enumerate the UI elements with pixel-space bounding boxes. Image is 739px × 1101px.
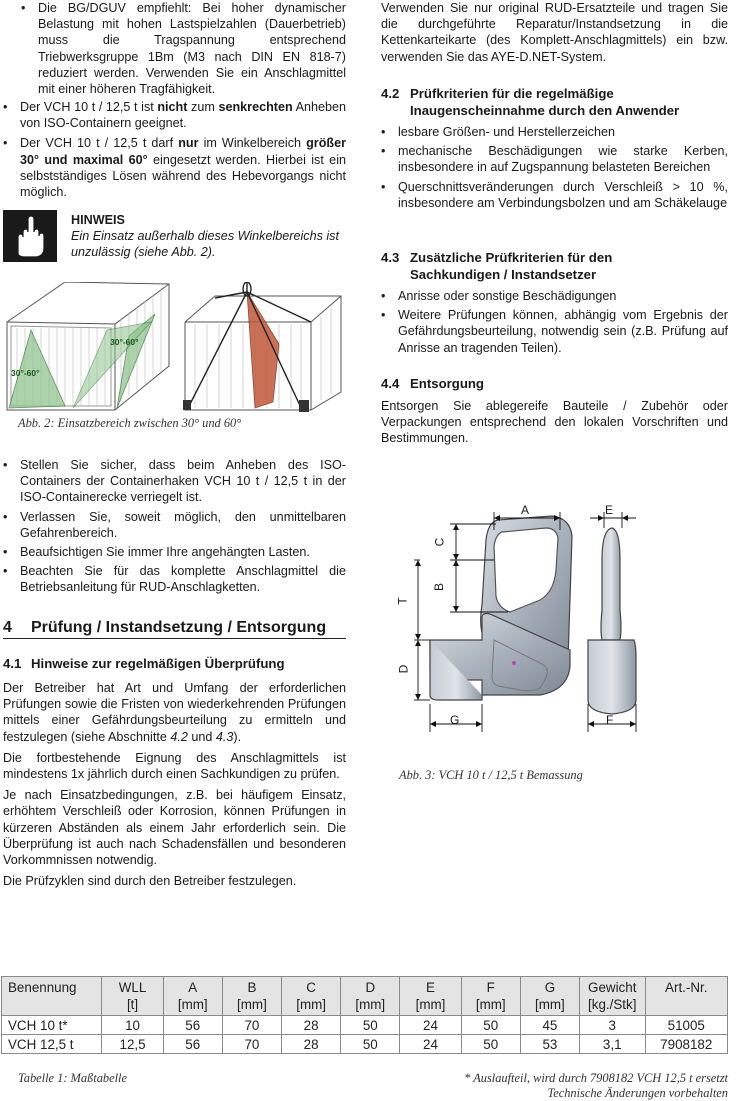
table-header-cell: A [mm] xyxy=(163,977,222,1016)
list-item: • mechanische Beschädigungen wie starke Kerben, insbesondere in auf Zugspannung belasteten Bereichen xyxy=(381,143,728,175)
dim-label-a: A xyxy=(521,503,530,517)
paragraph-annual-check: Die fortbestehende Eignung des Anschlagmittels ist mindestens 1x jährlich durch einen Sachkundigen zu prüfen. xyxy=(3,750,346,782)
list-item-not-vertical: • Der VCH 10 t / 12,5 t ist nicht zum senkrechten Anheben von ISO-Containern geeignet. xyxy=(3,99,346,131)
list-item: • Weitere Prüfungen können, abhängig vom Ergebnis der Gefährdungsbeurteilung, notwendig sein (z.B. Prüfung auf Anrisse an tragenden Teilen). xyxy=(381,307,728,356)
dim-label-e: E xyxy=(605,503,614,517)
table-header-cell: B [mm] xyxy=(222,977,281,1016)
dim-label-c: C xyxy=(432,537,447,547)
paragraph-disposal: Entsorgen Sie ablegereife Bauteile / Zubehör oder Verpackungen entsprechend den lokalen Vorschriften und Bestimmungen. xyxy=(381,399,728,446)
list-item: • Querschnittsveränderungen durch Verschleiß > 10 %, insbesondere am Verbindungsbolzen und am Schäkelauge xyxy=(381,179,728,211)
dimension-table xyxy=(1,976,728,1054)
table-cell: 10 xyxy=(102,1016,163,1035)
table-cell: 53 xyxy=(520,1035,579,1054)
table-cell: 12,5 xyxy=(102,1035,163,1054)
section-4-2-list xyxy=(381,124,728,211)
figure-3-caption: Abb. 3: VCH 10 t / 12,5 t Bemassung xyxy=(399,768,583,782)
list-item: • lesbare Größen- und Herstellerzeichen xyxy=(381,124,728,140)
table-cell: 7908182 xyxy=(645,1035,728,1054)
table-cell: VCH 12,5 t xyxy=(2,1035,102,1054)
table-header-cell: D [mm] xyxy=(341,977,400,1016)
list-item: • Verlassen Sie, soweit möglich, den unmittelbaren Gefahrenbereich. xyxy=(3,509,346,541)
table-header-cell: E [mm] xyxy=(400,977,461,1016)
section-4-3-heading: 4.3 Zusätzliche Prüfkriterien für den Sachkundigen / Instandsetzer xyxy=(381,250,613,282)
bullet-list-top xyxy=(3,99,346,200)
table-cell: 70 xyxy=(222,1016,281,1035)
hint-title: HINWEIS xyxy=(71,213,125,227)
list-item: • Beachten Sie für das komplette Anschlagmittel die Betriebsanleitung für RUD-Anschlagketten. xyxy=(3,563,346,595)
figure-2-caption: Abb. 2: Einsatzbereich zwischen 30° und 60° xyxy=(18,416,242,430)
angle-label-left: 30°-60° xyxy=(11,368,40,378)
table-footnote: * Auslaufteil, wird durch 7908182 VCH 12,5 t ersetzt xyxy=(464,1071,728,1085)
section-4-4-heading: 4.4 Entsorgung xyxy=(381,376,484,391)
dim-label-t: T xyxy=(395,597,410,605)
hook-dimension-drawing xyxy=(390,500,640,760)
list-item: • Anrisse oder sonstige Beschädigungen xyxy=(381,288,728,304)
dim-label-g: G xyxy=(450,713,460,727)
table-cell: 24 xyxy=(400,1016,461,1035)
table-cell: 3 xyxy=(579,1016,645,1035)
dim-label-b: B xyxy=(432,582,447,592)
section-4-1-body xyxy=(3,680,346,889)
table-caption: Tabelle 1: Maßtabelle xyxy=(18,1071,127,1085)
table-header-cell: Art.-Nr. xyxy=(645,977,728,1016)
section-4-2-heading: 4.2 Prüfkriterien für die regelmäßige Inaugenscheinnahme durch den Anwender xyxy=(381,86,680,118)
table-cell: VCH 10 t* xyxy=(2,1016,102,1035)
table-cell: 28 xyxy=(282,1035,341,1054)
figure-3 xyxy=(390,500,640,760)
section-4-3-list xyxy=(381,288,728,356)
hint-text: Ein Einsatz außerhalb dieses Winkelbereichs ist unzulässig (siehe Abb. 2). xyxy=(71,229,339,260)
table-cell: 24 xyxy=(400,1035,461,1054)
list-item: • Stellen Sie sicher, dass beim Anheben des ISO-Containers der Containerhaken VCH 10 t / 12,5 t in der ISO-Containerecke verriegelt ist. xyxy=(3,457,346,506)
table-row xyxy=(2,1016,728,1035)
table-header-cell: Benennung xyxy=(2,977,102,1016)
table-cell: 70 xyxy=(222,1035,281,1054)
figure-2 xyxy=(3,282,346,416)
list-item: • Die BG/DGUV empfiehlt: Bei hoher dynamischer Belastung mit hohen Lastspielzahlen (Dauerbetrieb) muss die Tragspannung entsprechend Triebwerksgruppe 1Bm (M3 nach DIN EN 818-7) reduziert werden. Verwenden Sie ein Anschlagmittel mit einer höheren Tragfähigkeit. xyxy=(21,0,346,97)
paragraph-cycles: Die Prüfzyklen sind durch den Betreiber festzulegen. xyxy=(3,874,297,889)
table-cell: 28 xyxy=(282,1016,341,1035)
table-cell: 50 xyxy=(341,1016,400,1035)
table-header-cell: F [mm] xyxy=(461,977,520,1016)
table-cell: 3,1 xyxy=(579,1035,645,1054)
section-number: 4 xyxy=(3,619,12,636)
dim-label-f: F xyxy=(606,713,614,727)
table-cell: 50 xyxy=(341,1035,400,1054)
table-header-cell: WLL [t] xyxy=(102,977,163,1016)
paragraph-inspection-scope: Der Betreiber hat Art und Umfang der erforderlichen Prüfungen sowie die Fristen von wiederkehrenden Prüfungen mittels einer Gefährdungsbeurteilung zu ermitteln und festzulegen (siehe Abschnitte 4.2 und 4.3). xyxy=(3,681,346,744)
section-title: Prüfung / Instandsetzung / Entsorgung xyxy=(31,619,327,636)
table-cell: 50 xyxy=(461,1016,520,1035)
table-cell: 45 xyxy=(520,1016,579,1035)
hand-stop-icon xyxy=(3,210,57,262)
container-angle-illustration xyxy=(3,282,346,416)
technical-changes-note: Technische Änderungen vorbehalten xyxy=(547,1086,728,1100)
list-item-angle-range: • Der VCH 10 t / 12,5 t darf nur im Winkelbereich größer 30° und maximal 60° eingesetzt werden. Hierbei ist ein selbstständiges Lösen während des Hebevorgangs nicht möglich. xyxy=(3,135,346,200)
paragraph-spare-parts: Verwenden Sie nur original RUD-Ersatzteile und tragen Sie die durchgeführte Reparatur/Instandsetzung in die Kettenkarteikarte (des Komplett-Anschlagmittels) ein bzw. verwenden Sie das AYE-D.NET-System. xyxy=(381,1,728,64)
angle-label-right: 30°-60° xyxy=(110,337,139,347)
sub-bullet-list xyxy=(21,0,346,97)
table-cell: 51005 xyxy=(645,1016,728,1035)
bullet-list-safety xyxy=(3,457,346,596)
table-header-cell: C [mm] xyxy=(282,977,341,1016)
list-item: • Beaufsichtigen Sie immer Ihre angehängten Lasten. xyxy=(3,544,346,560)
table-header-row xyxy=(2,977,728,1016)
table-cell: 50 xyxy=(461,1035,520,1054)
table-header-cell: Gewicht [kg./Stk] xyxy=(579,977,645,1016)
hint-box xyxy=(3,210,346,262)
section-4-heading xyxy=(3,618,346,639)
table-cell: 56 xyxy=(163,1035,222,1054)
paragraph-shorter-intervals: Je nach Einsatzbedingungen, z.B. bei häufigem Einsatz, erhöhtem Verschleiß oder Korrosion, können Prüfungen in kürzeren Abständen als einem Jahr erforderlich sein. Die Überprüfung ist auch nach Schadensfällen und besonderen Vorkommnissen notwendig. xyxy=(3,788,346,868)
section-4-1-heading: 4.1 Hinweise zur regelmäßigen Überprüfung xyxy=(3,656,285,671)
table-cell: 56 xyxy=(163,1016,222,1035)
table-header-cell: G [mm] xyxy=(520,977,579,1016)
dim-label-d: D xyxy=(396,664,411,674)
table-row xyxy=(2,1035,728,1054)
